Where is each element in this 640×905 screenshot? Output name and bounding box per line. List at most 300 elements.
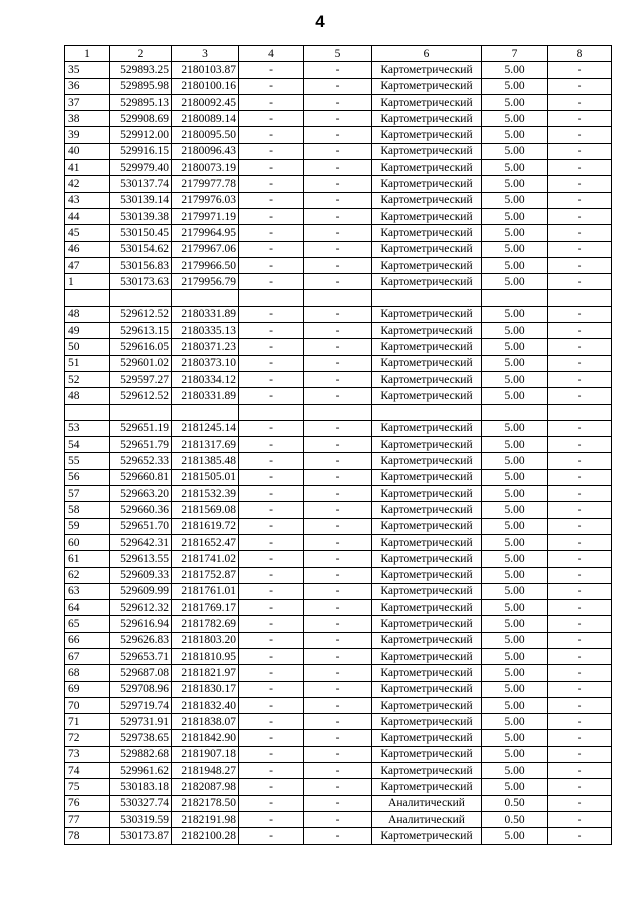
method-cell: Картометрический: [372, 828, 482, 844]
column-8-cell: -: [548, 502, 612, 518]
column-8-cell: -: [548, 323, 612, 339]
column-8-cell: -: [548, 632, 612, 648]
method-cell: Картометрический: [372, 420, 482, 436]
column-8-cell: -: [548, 600, 612, 616]
column-4-cell: -: [239, 567, 304, 583]
method-cell: Картометрический: [372, 241, 482, 257]
accuracy-cell: 5.00: [482, 616, 548, 632]
column-4-cell: -: [239, 697, 304, 713]
point-number-cell: 45: [65, 225, 110, 241]
column-5-cell: -: [304, 763, 372, 779]
column-4-cell: -: [239, 714, 304, 730]
column-5-cell: -: [304, 225, 372, 241]
column-5-cell: -: [304, 811, 372, 827]
y-coordinate-cell: 2180092.45: [172, 94, 239, 110]
y-coordinate-cell: 2180073.19: [172, 160, 239, 176]
y-coordinate-cell: 2179971.19: [172, 208, 239, 224]
column-header: 3: [172, 46, 239, 62]
x-coordinate-cell: 529916.15: [110, 143, 172, 159]
column-8-cell: -: [548, 469, 612, 485]
table-body: [65, 46, 612, 845]
accuracy-cell: 5.00: [482, 355, 548, 371]
y-coordinate-cell: 2180089.14: [172, 111, 239, 127]
y-coordinate-cell: 2179956.79: [172, 274, 239, 290]
point-number-cell: 73: [65, 746, 110, 762]
column-5-cell: -: [304, 371, 372, 387]
column-4-cell: [239, 404, 304, 420]
accuracy-cell: 5.00: [482, 241, 548, 257]
x-coordinate-cell: 529652.33: [110, 453, 172, 469]
column-8-cell: -: [548, 828, 612, 844]
column-5-cell: -: [304, 714, 372, 730]
column-5-cell: -: [304, 94, 372, 110]
accuracy-cell: 5.00: [482, 176, 548, 192]
accuracy-cell: 5.00: [482, 111, 548, 127]
column-5-cell: -: [304, 779, 372, 795]
column-5-cell: -: [304, 62, 372, 78]
x-coordinate-cell: 529613.55: [110, 551, 172, 567]
y-coordinate-cell: 2181652.47: [172, 534, 239, 550]
method-cell: Картометрический: [372, 632, 482, 648]
method-cell: Картометрический: [372, 388, 482, 404]
column-5-cell: -: [304, 469, 372, 485]
column-4-cell: -: [239, 828, 304, 844]
point-number-cell: 63: [65, 583, 110, 599]
column-4-cell: -: [239, 208, 304, 224]
method-cell: Картометрический: [372, 730, 482, 746]
x-coordinate-cell: 529642.31: [110, 534, 172, 550]
column-8-cell: -: [548, 779, 612, 795]
x-coordinate-cell: 529687.08: [110, 665, 172, 681]
method-cell: Картометрический: [372, 453, 482, 469]
column-4-cell: -: [239, 371, 304, 387]
y-coordinate-cell: 2179967.06: [172, 241, 239, 257]
y-coordinate-cell: 2181317.69: [172, 437, 239, 453]
y-coordinate-cell: [172, 404, 239, 420]
accuracy-cell: 5.00: [482, 339, 548, 355]
accuracy-cell: 5.00: [482, 192, 548, 208]
accuracy-cell: 5.00: [482, 208, 548, 224]
x-coordinate-cell: 530139.38: [110, 208, 172, 224]
x-coordinate-cell: 529651.19: [110, 420, 172, 436]
table-row: [65, 616, 612, 632]
column-4-cell: -: [239, 632, 304, 648]
column-4-cell: -: [239, 665, 304, 681]
column-8-cell: -: [548, 241, 612, 257]
method-cell: Картометрический: [372, 763, 482, 779]
column-8-cell: -: [548, 681, 612, 697]
method-cell: Картометрический: [372, 746, 482, 762]
column-5-cell: -: [304, 502, 372, 518]
column-5-cell: -: [304, 257, 372, 273]
column-8-cell: -: [548, 486, 612, 502]
point-number-cell: 61: [65, 551, 110, 567]
column-8-cell: -: [548, 208, 612, 224]
table-row: [65, 632, 612, 648]
x-coordinate-cell: 529895.98: [110, 78, 172, 94]
point-number-cell: 75: [65, 779, 110, 795]
column-5-cell: -: [304, 583, 372, 599]
table-row: [65, 453, 612, 469]
x-coordinate-cell: 530183.18: [110, 779, 172, 795]
x-coordinate-cell: 529731.91: [110, 714, 172, 730]
point-number-cell: 50: [65, 339, 110, 355]
method-cell: Картометрический: [372, 469, 482, 485]
accuracy-cell: 5.00: [482, 648, 548, 664]
x-coordinate-cell: 530327.74: [110, 795, 172, 811]
accuracy-cell: 5.00: [482, 225, 548, 241]
y-coordinate-cell: 2180095.50: [172, 127, 239, 143]
accuracy-cell: 5.00: [482, 160, 548, 176]
table-row: [65, 600, 612, 616]
x-coordinate-cell: 530319.59: [110, 811, 172, 827]
accuracy-cell: 5.00: [482, 306, 548, 322]
table-row: [65, 371, 612, 387]
point-number-cell: 47: [65, 257, 110, 273]
point-number-cell: 71: [65, 714, 110, 730]
column-8-cell: -: [548, 192, 612, 208]
x-coordinate-cell: 530139.14: [110, 192, 172, 208]
x-coordinate-cell: 529912.00: [110, 127, 172, 143]
column-5-cell: -: [304, 486, 372, 502]
column-4-cell: -: [239, 306, 304, 322]
point-number-cell: 56: [65, 469, 110, 485]
column-4-cell: -: [239, 127, 304, 143]
column-5-cell: -: [304, 730, 372, 746]
column-5-cell: -: [304, 795, 372, 811]
table-row: [65, 111, 612, 127]
x-coordinate-cell: 529609.99: [110, 583, 172, 599]
column-8-cell: -: [548, 714, 612, 730]
column-4-cell: -: [239, 681, 304, 697]
accuracy-cell: 5.00: [482, 469, 548, 485]
coordinates-table: [64, 45, 612, 845]
method-cell: Картометрический: [372, 714, 482, 730]
table-row: [65, 697, 612, 713]
accuracy-cell: 0.50: [482, 795, 548, 811]
column-4-cell: -: [239, 420, 304, 436]
point-number-cell: 37: [65, 94, 110, 110]
point-number-cell: 72: [65, 730, 110, 746]
y-coordinate-cell: 2182087.98: [172, 779, 239, 795]
method-cell: Картометрический: [372, 306, 482, 322]
point-number-cell: 70: [65, 697, 110, 713]
point-number-cell: 35: [65, 62, 110, 78]
x-coordinate-cell: 529616.05: [110, 339, 172, 355]
column-8-cell: -: [548, 111, 612, 127]
point-number-cell: 51: [65, 355, 110, 371]
column-8-cell: -: [548, 127, 612, 143]
y-coordinate-cell: 2180371.23: [172, 339, 239, 355]
method-cell: Картометрический: [372, 486, 482, 502]
column-5-cell: -: [304, 518, 372, 534]
table-row: [65, 828, 612, 844]
y-coordinate-cell: 2179977.78: [172, 176, 239, 192]
column-4-cell: -: [239, 616, 304, 632]
x-coordinate-cell: 529609.33: [110, 567, 172, 583]
point-number-cell: 76: [65, 795, 110, 811]
point-number-cell: 62: [65, 567, 110, 583]
method-cell: Картометрический: [372, 371, 482, 387]
column-4-cell: -: [239, 453, 304, 469]
x-coordinate-cell: 529979.40: [110, 160, 172, 176]
column-4-cell: -: [239, 779, 304, 795]
table-row: [65, 534, 612, 550]
x-coordinate-cell: 529961.62: [110, 763, 172, 779]
column-4-cell: -: [239, 78, 304, 94]
column-8-cell: -: [548, 78, 612, 94]
column-8-cell: -: [548, 746, 612, 762]
method-cell: Картометрический: [372, 665, 482, 681]
column-5-cell: -: [304, 681, 372, 697]
accuracy-cell: 5.00: [482, 681, 548, 697]
y-coordinate-cell: 2179964.95: [172, 225, 239, 241]
x-coordinate-cell: 529708.96: [110, 681, 172, 697]
accuracy-cell: 5.00: [482, 502, 548, 518]
y-coordinate-cell: 2182100.28: [172, 828, 239, 844]
point-number-cell: 43: [65, 192, 110, 208]
column-4-cell: -: [239, 94, 304, 110]
column-5-cell: -: [304, 388, 372, 404]
column-8-cell: [548, 290, 612, 306]
table-row: [65, 518, 612, 534]
column-5-cell: -: [304, 306, 372, 322]
point-number-cell: 68: [65, 665, 110, 681]
accuracy-cell: 5.00: [482, 371, 548, 387]
accuracy-cell: 5.00: [482, 78, 548, 94]
method-cell: Картометрический: [372, 111, 482, 127]
column-5-cell: [304, 404, 372, 420]
y-coordinate-cell: 2181505.01: [172, 469, 239, 485]
column-8-cell: -: [548, 160, 612, 176]
point-number-cell: 58: [65, 502, 110, 518]
point-number-cell: 59: [65, 518, 110, 534]
x-coordinate-cell: 530154.62: [110, 241, 172, 257]
x-coordinate-cell: 530137.74: [110, 176, 172, 192]
y-coordinate-cell: 2179976.03: [172, 192, 239, 208]
method-cell: [372, 404, 482, 420]
point-number-cell: 49: [65, 323, 110, 339]
table-row: [65, 62, 612, 78]
table-row: [65, 274, 612, 290]
accuracy-cell: 5.00: [482, 763, 548, 779]
column-5-cell: -: [304, 274, 372, 290]
column-5-cell: -: [304, 192, 372, 208]
column-5-cell: -: [304, 746, 372, 762]
column-8-cell: -: [548, 795, 612, 811]
column-5-cell: -: [304, 828, 372, 844]
column-8-cell: -: [548, 388, 612, 404]
column-5-cell: -: [304, 339, 372, 355]
accuracy-cell: 5.00: [482, 828, 548, 844]
accuracy-cell: 5.00: [482, 665, 548, 681]
table-row: [65, 763, 612, 779]
y-coordinate-cell: 2181838.07: [172, 714, 239, 730]
table-row: [65, 160, 612, 176]
table-row: [65, 437, 612, 453]
x-coordinate-cell: [110, 290, 172, 306]
accuracy-cell: 5.00: [482, 257, 548, 273]
column-header: 2: [110, 46, 172, 62]
method-cell: Картометрический: [372, 648, 482, 664]
method-cell: Картометрический: [372, 78, 482, 94]
y-coordinate-cell: 2182178.50: [172, 795, 239, 811]
column-8-cell: -: [548, 567, 612, 583]
column-5-cell: -: [304, 632, 372, 648]
y-coordinate-cell: 2180334.12: [172, 371, 239, 387]
method-cell: Картометрический: [372, 437, 482, 453]
column-8-cell: -: [548, 648, 612, 664]
table-row: [65, 795, 612, 811]
column-4-cell: -: [239, 241, 304, 257]
y-coordinate-cell: [172, 290, 239, 306]
method-cell: Картометрический: [372, 616, 482, 632]
y-coordinate-cell: 2181752.87: [172, 567, 239, 583]
column-8-cell: -: [548, 339, 612, 355]
point-number-cell: 48: [65, 388, 110, 404]
method-cell: Картометрический: [372, 518, 482, 534]
accuracy-cell: 0.50: [482, 811, 548, 827]
column-8-cell: -: [548, 534, 612, 550]
column-8-cell: -: [548, 176, 612, 192]
accuracy-cell: 5.00: [482, 62, 548, 78]
column-4-cell: -: [239, 486, 304, 502]
x-coordinate-cell: 530150.45: [110, 225, 172, 241]
x-coordinate-cell: 529895.13: [110, 94, 172, 110]
column-8-cell: -: [548, 551, 612, 567]
table-row: [65, 306, 612, 322]
accuracy-cell: 5.00: [482, 534, 548, 550]
column-5-cell: -: [304, 665, 372, 681]
column-5-cell: -: [304, 697, 372, 713]
column-8-cell: -: [548, 583, 612, 599]
column-4-cell: -: [239, 111, 304, 127]
point-number-cell: 36: [65, 78, 110, 94]
column-header: 4: [239, 46, 304, 62]
column-4-cell: -: [239, 160, 304, 176]
x-coordinate-cell: 529601.02: [110, 355, 172, 371]
y-coordinate-cell: 2180100.16: [172, 78, 239, 94]
point-number-cell: 78: [65, 828, 110, 844]
column-5-cell: -: [304, 111, 372, 127]
table-row: [65, 567, 612, 583]
column-5-cell: -: [304, 420, 372, 436]
accuracy-cell: 5.00: [482, 94, 548, 110]
column-8-cell: -: [548, 697, 612, 713]
method-cell: Картометрический: [372, 257, 482, 273]
point-number-cell: 44: [65, 208, 110, 224]
table-row: [65, 241, 612, 257]
x-coordinate-cell: 529653.71: [110, 648, 172, 664]
accuracy-cell: 5.00: [482, 323, 548, 339]
method-cell: Картометрический: [372, 160, 482, 176]
table-row: [65, 486, 612, 502]
table-row: [65, 225, 612, 241]
accuracy-cell: 5.00: [482, 453, 548, 469]
column-5-cell: -: [304, 616, 372, 632]
y-coordinate-cell: 2181619.72: [172, 518, 239, 534]
table-row: [65, 323, 612, 339]
column-5-cell: -: [304, 208, 372, 224]
table-row: [65, 420, 612, 436]
column-8-cell: -: [548, 355, 612, 371]
point-number-cell: [65, 404, 110, 420]
column-4-cell: -: [239, 469, 304, 485]
column-4-cell: -: [239, 534, 304, 550]
table-row: [65, 290, 612, 306]
x-coordinate-cell: 529660.36: [110, 502, 172, 518]
page-number: 4: [315, 12, 325, 31]
header-row: [65, 46, 612, 62]
column-8-cell: -: [548, 665, 612, 681]
column-4-cell: -: [239, 811, 304, 827]
table-row: [65, 192, 612, 208]
table-row: [65, 469, 612, 485]
method-cell: Аналитический: [372, 795, 482, 811]
point-number-cell: 65: [65, 616, 110, 632]
column-8-cell: -: [548, 225, 612, 241]
accuracy-cell: 5.00: [482, 567, 548, 583]
column-4-cell: -: [239, 518, 304, 534]
column-8-cell: -: [548, 616, 612, 632]
column-header: 5: [304, 46, 372, 62]
point-number-cell: 69: [65, 681, 110, 697]
method-cell: Картометрический: [372, 551, 482, 567]
column-5-cell: -: [304, 176, 372, 192]
accuracy-cell: 5.00: [482, 697, 548, 713]
x-coordinate-cell: 529719.74: [110, 697, 172, 713]
y-coordinate-cell: 2181810.95: [172, 648, 239, 664]
column-header: 1: [65, 46, 110, 62]
x-coordinate-cell: 529626.83: [110, 632, 172, 648]
x-coordinate-cell: 529651.70: [110, 518, 172, 534]
column-4-cell: -: [239, 437, 304, 453]
column-8-cell: -: [548, 518, 612, 534]
x-coordinate-cell: 529882.68: [110, 746, 172, 762]
y-coordinate-cell: 2181830.17: [172, 681, 239, 697]
column-4-cell: -: [239, 763, 304, 779]
y-coordinate-cell: 2181769.17: [172, 600, 239, 616]
column-header: 6: [372, 46, 482, 62]
column-4-cell: -: [239, 502, 304, 518]
method-cell: Картометрический: [372, 779, 482, 795]
table-row: [65, 714, 612, 730]
column-4-cell: -: [239, 176, 304, 192]
y-coordinate-cell: 2180373.10: [172, 355, 239, 371]
point-number-cell: 57: [65, 486, 110, 502]
x-coordinate-cell: 529738.65: [110, 730, 172, 746]
column-5-cell: -: [304, 78, 372, 94]
y-coordinate-cell: 2180096.43: [172, 143, 239, 159]
table-row: [65, 811, 612, 827]
table-row: [65, 94, 612, 110]
y-coordinate-cell: 2181385.48: [172, 453, 239, 469]
method-cell: Картометрический: [372, 697, 482, 713]
column-5-cell: -: [304, 355, 372, 371]
accuracy-cell: 5.00: [482, 437, 548, 453]
method-cell: Картометрический: [372, 534, 482, 550]
y-coordinate-cell: 2180103.87: [172, 62, 239, 78]
table-row: [65, 681, 612, 697]
point-number-cell: 64: [65, 600, 110, 616]
column-4-cell: -: [239, 746, 304, 762]
column-5-cell: -: [304, 648, 372, 664]
method-cell: Картометрический: [372, 681, 482, 697]
x-coordinate-cell: 529612.32: [110, 600, 172, 616]
point-number-cell: [65, 290, 110, 306]
table-row: [65, 78, 612, 94]
method-cell: Картометрический: [372, 127, 482, 143]
